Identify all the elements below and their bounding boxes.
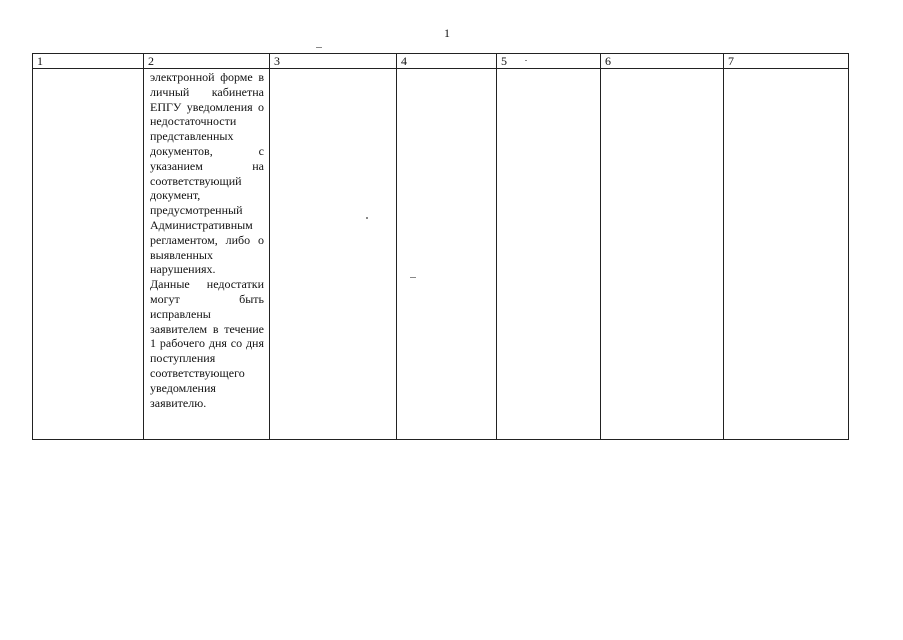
table-cell-7 (724, 69, 849, 440)
scan-speck (410, 277, 416, 278)
table-cell-5 (497, 69, 601, 440)
table-cell-6 (601, 69, 724, 440)
scan-speck (525, 60, 527, 61)
column-number-7: 7 (724, 54, 849, 69)
document-table (32, 53, 849, 440)
column-number-5: 5 (497, 54, 601, 69)
column-number-4: 4 (397, 54, 497, 69)
page-number: 1 (444, 26, 450, 40)
table-cell-3 (270, 69, 397, 440)
scan-speck (366, 217, 368, 219)
cell-paragraph-2: Данные недостатки могут быть исправлены заявителем в течение 1 рабочего дня со дня поступления соответствующего уведомления заявителю. (150, 277, 264, 410)
scan-speck (316, 47, 322, 48)
column-number-2: 2 (144, 54, 270, 69)
cell-text (150, 70, 264, 410)
column-number-6: 6 (601, 54, 724, 69)
table-cell-4 (397, 69, 497, 440)
table-cell-2 (144, 69, 270, 440)
table-header-row (33, 54, 849, 69)
column-number-1: 1 (33, 54, 144, 69)
table-row (33, 69, 849, 440)
cell-paragraph-1: электронной форме в личный кабинетна ЕПГУ уведомления о недостаточности представленных документов, с указанием на соответствующий документ, предусмотренный Административным регламентом, либо о выявленных нарушениях. (150, 70, 264, 277)
column-number-3: 3 (270, 54, 397, 69)
table-cell-1 (33, 69, 144, 440)
